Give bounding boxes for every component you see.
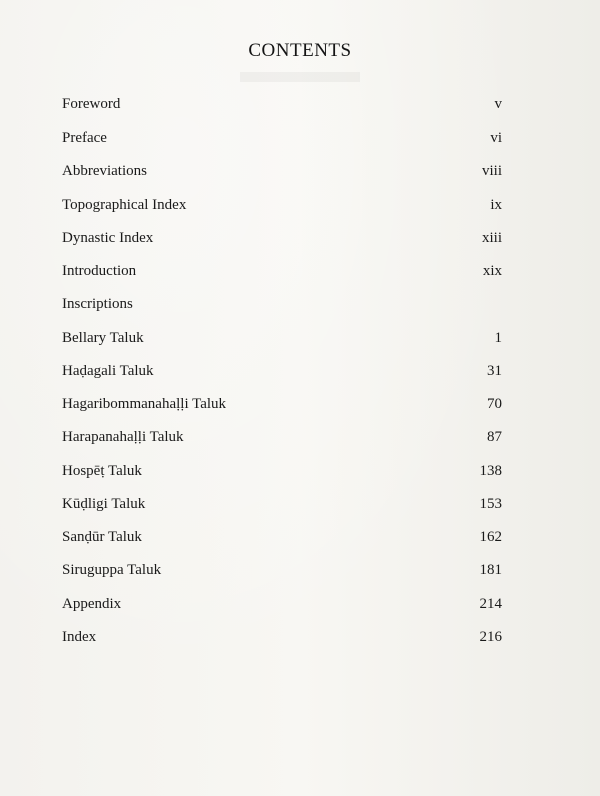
toc-entry-page: 153 — [479, 496, 502, 512]
toc-entry[interactable] — [62, 526, 502, 548]
toc-entry-page: viii — [481, 163, 502, 179]
toc-entry-label: Index — [62, 629, 97, 645]
toc-entry-label: Inscriptions — [62, 296, 133, 312]
toc-entry-page: xix — [482, 263, 502, 279]
toc-entry[interactable] — [62, 559, 502, 581]
toc-entry-label: Foreword — [62, 96, 121, 112]
toc-entry[interactable] — [62, 626, 502, 648]
toc-entry-label: Haḍagali Taluk — [62, 363, 154, 379]
toc-entry-page: 181 — [479, 562, 502, 578]
toc-entry-page: 87 — [487, 429, 502, 445]
toc-entry-label: Siruguppa Taluk — [62, 562, 162, 578]
toc-entry[interactable] — [62, 593, 502, 615]
toc-entry-page: 162 — [479, 529, 502, 545]
toc-entry-page: 31 — [487, 363, 502, 379]
toc-entry-label: Kūḍligi Taluk — [62, 496, 146, 512]
toc-entry-label: Introduction — [62, 263, 137, 279]
toc-entry[interactable] — [62, 460, 502, 482]
toc-entry-page: 216 — [479, 629, 502, 645]
toc-entry[interactable] — [62, 327, 502, 349]
toc-entry[interactable] — [62, 93, 502, 115]
toc-entry-label: Sanḍūr Taluk — [62, 529, 142, 545]
toc-entry-page: 214 — [479, 596, 502, 612]
toc-entry-label: Bellary Taluk — [62, 330, 144, 346]
toc-entry[interactable] — [62, 160, 502, 182]
toc-entry-page: 138 — [479, 463, 502, 479]
page-title: CONTENTS — [248, 40, 352, 61]
toc-entry-label: Harapanahaḷḷi Taluk — [62, 429, 184, 445]
toc-entry-page: vi — [490, 130, 502, 146]
toc-entry-page: xiii — [481, 230, 502, 246]
toc-entry[interactable] — [62, 360, 502, 382]
toc-entry-label: Dynastic Index — [62, 230, 154, 246]
toc-section-heading — [62, 293, 502, 315]
toc-entry-label: Hagaribommanahaḷḷi Taluk — [62, 396, 227, 412]
toc-entry[interactable] — [62, 426, 502, 448]
toc-entry-label: Abbreviations — [62, 163, 147, 179]
toc-entry[interactable] — [62, 493, 502, 515]
toc-entry[interactable] — [62, 127, 502, 149]
toc-entry-page: 1 — [494, 330, 502, 346]
toc-entry-page: v — [494, 96, 502, 112]
toc-entry[interactable] — [62, 393, 502, 415]
toc-entry[interactable] — [62, 194, 502, 216]
toc-entry[interactable] — [62, 260, 502, 282]
toc-entry-label: Preface — [62, 130, 107, 146]
toc-entry[interactable] — [62, 227, 502, 249]
toc-entry-page: 70 — [487, 396, 502, 412]
toc-entry-label: Topographical Index — [62, 197, 187, 213]
toc-entry-label: Hospēṭ Taluk — [62, 463, 142, 479]
toc-entry-label: Appendix — [62, 596, 122, 612]
toc-entry-page: ix — [490, 197, 502, 213]
